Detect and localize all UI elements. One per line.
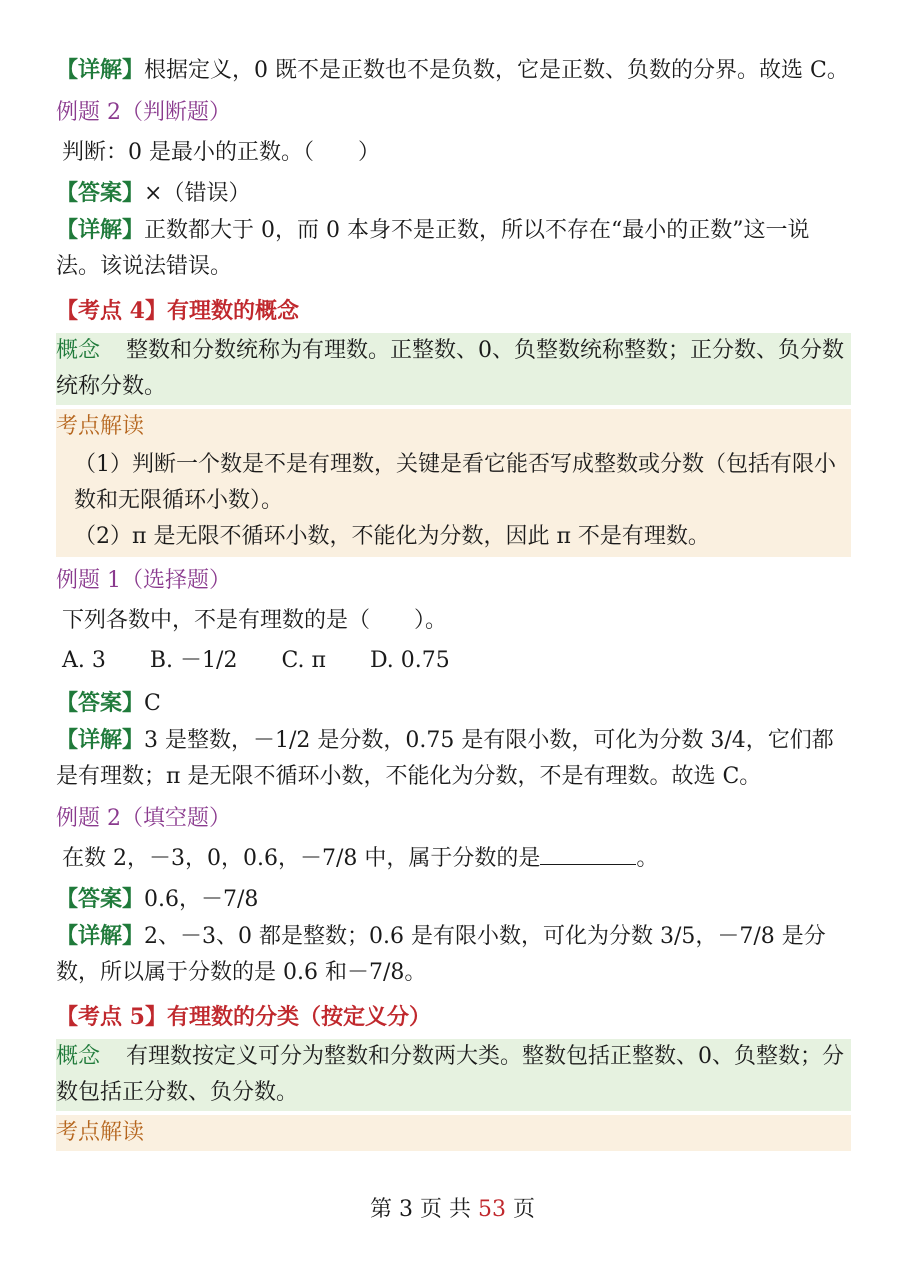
option-d: D. 0.75: [369, 648, 450, 673]
fill-blank: [540, 844, 636, 865]
question-end: 。: [636, 846, 659, 871]
interpretation-item: （1）判断一个数是不是有理数，关键是看它能否写成整数或分数（包括有限小数和无限循环小数）。: [74, 452, 836, 513]
option-b: B. －1/2: [149, 648, 238, 673]
detail-paragraph: [56, 52, 851, 89]
option-a: A. 3: [62, 648, 106, 673]
concept-text: 整数和分数统称为有理数。正整数、0、负整数统称整数；正分数、负分数统称分数。: [56, 338, 845, 399]
answer-tag: 【答案】: [56, 180, 145, 206]
section-heading: 【考点 5】有理数的分类（按定义分）: [56, 1004, 431, 1030]
detail-paragraph: [56, 212, 851, 285]
detail-tag: 【详解】: [56, 57, 145, 83]
interpretation-title: 考点解读: [56, 1115, 851, 1151]
example-question: [62, 841, 851, 877]
detail-text: 2、－3、0 都是整数；0.6 是有限小数，可化为分数 3/5，－7/8 是分数，所以属于分数的是 0.6 和－7/8。: [56, 924, 826, 985]
interpretation-box: [56, 445, 851, 557]
concept-label: 概念: [56, 1044, 101, 1069]
answer-text: ×（错误）: [144, 181, 251, 206]
answer-paragraph: [56, 175, 851, 212]
example-title: 例题 2（填空题）: [56, 806, 231, 831]
example-question: 判断：0 是最小的正数。（ ）: [62, 140, 380, 165]
concept-text: 有理数按定义可分为整数和分数两大类。整数包括正整数、0、负整数；分数包括正分数、负分数。: [56, 1044, 845, 1105]
detail-text: 根据定义，0 既不是正数也不是负数，它是正数、负数的分界。故选 C。: [144, 58, 849, 83]
question-text: 在数 2，－3，0，0.6，－7/8 中，属于分数的是: [62, 846, 541, 871]
example-title: 例题 1（选择题）: [56, 568, 231, 593]
footer-prefix: 第 3 页 共: [370, 1197, 478, 1222]
answer-text: C: [144, 691, 161, 716]
footer-suffix: 页: [505, 1197, 535, 1222]
example-title: 例题 2（判断题）: [56, 100, 231, 125]
example-question: 下列各数中，不是有理数的是（ ）。: [62, 608, 448, 633]
detail-paragraph: [56, 722, 851, 795]
interpretation-title: 考点解读: [56, 409, 851, 445]
concept-label: 概念: [56, 338, 101, 363]
detail-text: 正数都大于 0，而 0 本身不是正数，所以不存在“最小的正数”这一说法。该说法错误。: [56, 218, 810, 279]
concept-box: [56, 333, 851, 405]
concept-box: [56, 1039, 851, 1111]
detail-tag: 【详解】: [56, 727, 145, 753]
answer-tag: 【答案】: [56, 886, 145, 912]
section-heading: 【考点 4】有理数的概念: [56, 298, 299, 324]
option-c: C. π: [281, 648, 326, 673]
document-page: [56, 52, 851, 1151]
option-list: [62, 643, 851, 679]
page-footer: [0, 1192, 905, 1228]
interpretation-item: （2）π 是无限不循环小数，不能化为分数，因此 π 不是有理数。: [74, 524, 710, 549]
detail-tag: 【详解】: [56, 923, 145, 949]
answer-tag: 【答案】: [56, 690, 145, 716]
answer-text: 0.6，－7/8: [144, 887, 259, 912]
answer-paragraph: [56, 685, 851, 722]
detail-text: 3 是整数，－1/2 是分数，0.75 是有限小数，可化为分数 3/4，它们都是有理数；π 是无限不循环小数，不能化为分数，不是有理数。故选 C。: [56, 728, 834, 789]
detail-paragraph: [56, 918, 851, 991]
answer-paragraph: [56, 881, 851, 918]
detail-tag: 【详解】: [56, 217, 145, 243]
total-pages: 53: [477, 1197, 506, 1222]
